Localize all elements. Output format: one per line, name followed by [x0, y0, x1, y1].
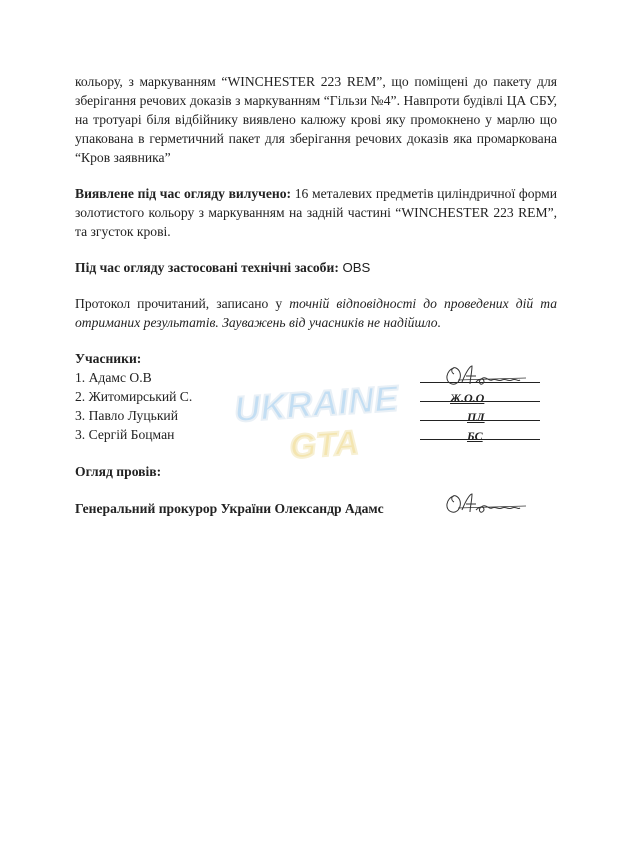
participant-name: 3. Павло Луцький [75, 408, 178, 423]
participant-signature: БС [467, 429, 483, 443]
document-body [75, 72, 557, 518]
watermark-line1: UKRAINE [232, 377, 400, 430]
participant-name: 2. Житомирський С. [75, 389, 193, 404]
technical-means-label: Під час огляду застосовані технічні засоби: [75, 260, 339, 275]
participants-block [75, 349, 557, 444]
participant-signature: Ж.О.О [450, 391, 485, 405]
participant-row [75, 406, 557, 425]
paragraph-seized [75, 184, 557, 241]
technical-means-value: OBS [338, 260, 371, 275]
signature-line [420, 382, 540, 383]
participant-row [75, 387, 557, 406]
watermark-line2: GTA [288, 423, 361, 466]
participant-signature: ПЛ [467, 410, 485, 424]
paragraph-technical-means [75, 258, 557, 277]
participants-heading: Учасники: [75, 351, 142, 366]
paragraph-evidence-description [75, 72, 557, 167]
participant-row [75, 368, 557, 387]
review-title: Огляд провів: [75, 464, 162, 479]
participant-row [75, 425, 557, 444]
participant-name: 3. Сергій Боцман [75, 427, 175, 442]
protocol-read-text: Протокол прочитаний, записано у [75, 296, 290, 311]
participant-name: 1. Адамс О.В [75, 370, 152, 385]
prosecutor-title: Генеральний прокурор України Олександр Адамс [75, 501, 384, 516]
seized-label: Виявлене під час огляду вилучено: [75, 186, 292, 201]
seized-text: 16 металевих предметів циліндричної форми золотистого кольору з маркуванням на задній частині “WINCHESTER 223 REM”, та згусток крові. [75, 186, 557, 239]
paragraph-protocol-read [75, 294, 557, 332]
protocol-read-italic: точній відповідності до проведених дій та отриманих результатів. Зауважень від учасників не надійшло. [75, 296, 557, 330]
paragraph-evidence-text: кольору, з маркуванням “WINCHESTER 223 REM”, що поміщені до пакету для зберігання речових доказів з маркуванням “Гільзи №4”. Навпроти будівлі ЦА СБУ, на тротуарі біля відбійнику виявлено калюжу крові яку промокнено у марлю що упакована в герметичний пакет для зберігання речових доказів яка промаркована “Кров заявника” [75, 74, 557, 165]
